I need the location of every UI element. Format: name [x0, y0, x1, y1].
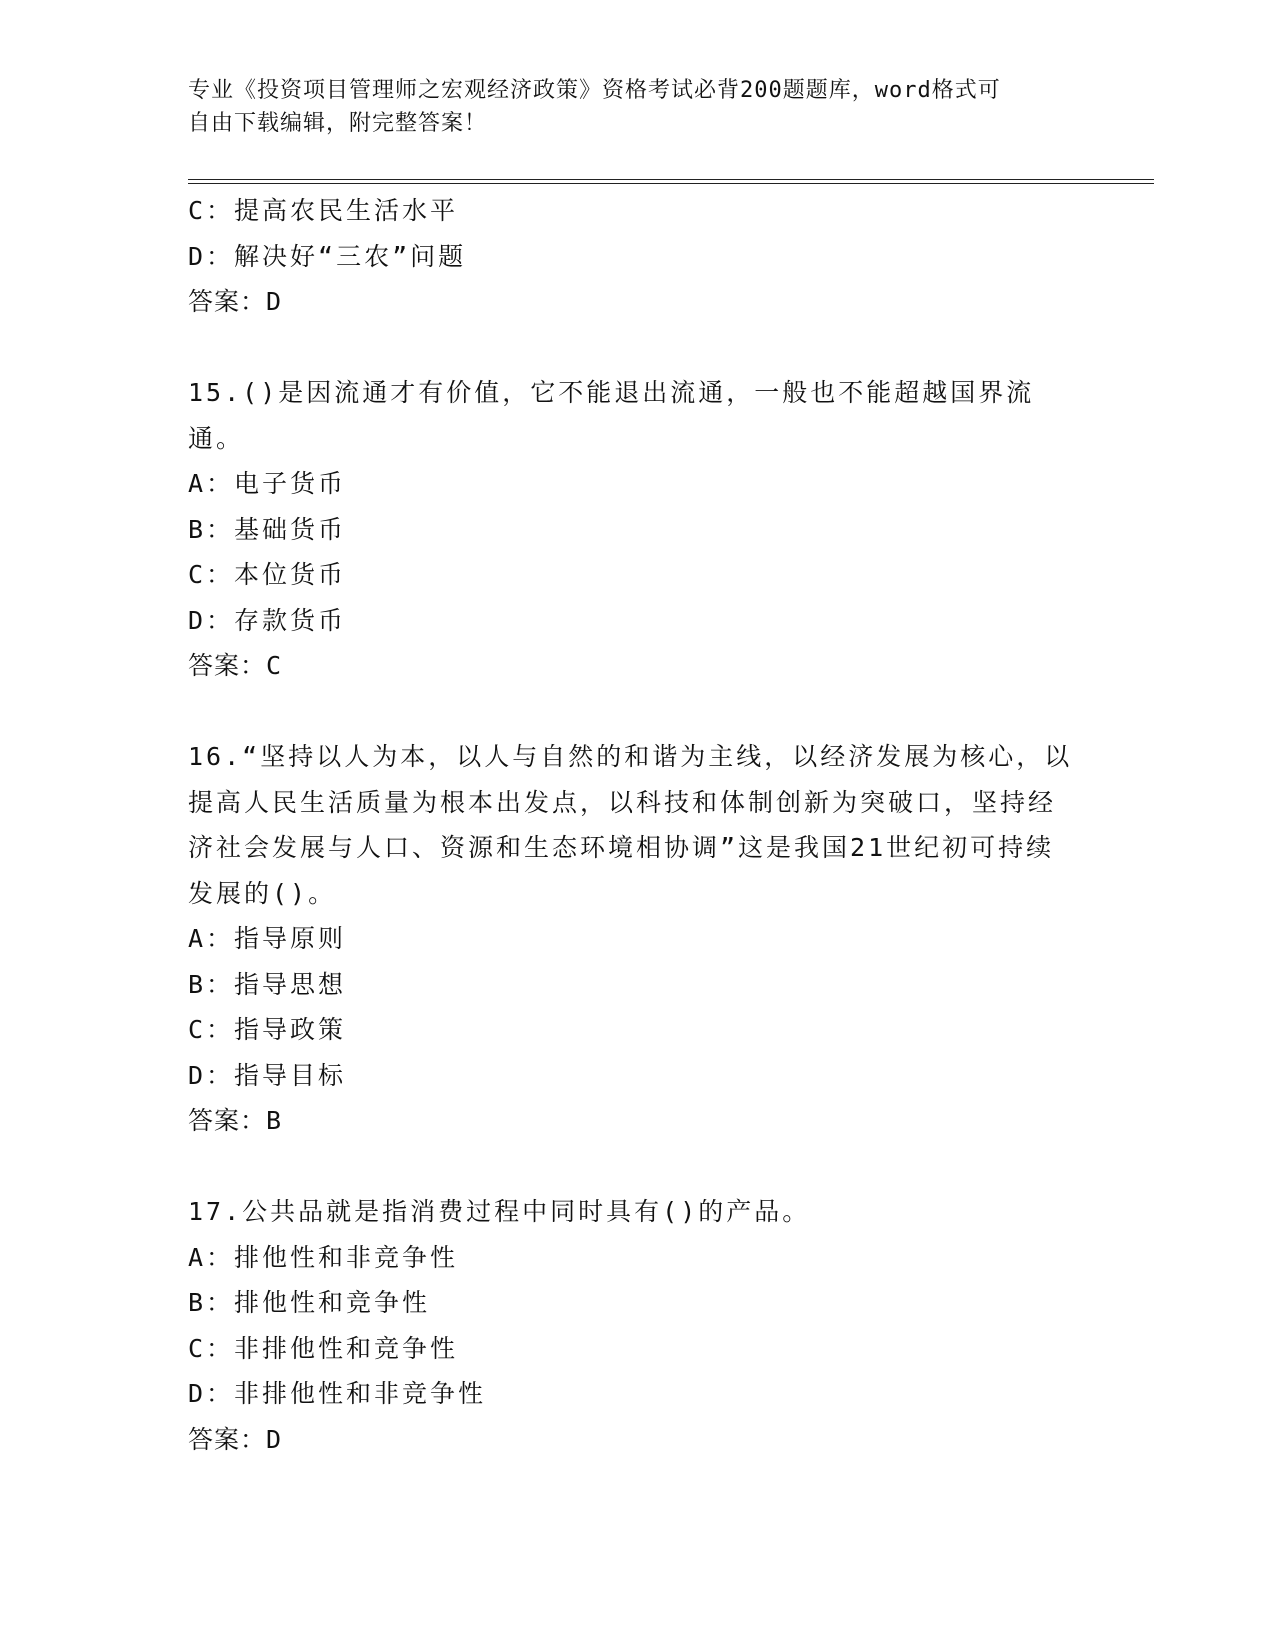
- question-16: [188, 734, 1088, 1144]
- option-c: C：提高农民生活水平: [188, 196, 459, 225]
- option-b: B：基础货币: [188, 514, 347, 544]
- header-title-line-2: 自由下载编辑，附完整答案！: [188, 111, 488, 136]
- option-d: D：存款货币: [188, 605, 347, 635]
- option-b: B：指导思想: [188, 969, 347, 999]
- header-title-line-1: 专业《投资项目管理师之宏观经济政策》资格考试必背200题题库，word格式可: [188, 78, 1001, 103]
- option-c: C：非排他性和竞争性: [188, 1333, 459, 1363]
- option-d: D：指导目标: [188, 1060, 347, 1090]
- question-stem: 16.“坚持以人为本，以人与自然的和谐为主线，以经济发展为核心，以提高人民生活质量为根本出发点，以科技和体制创新为突破口，坚持经济社会发展与人口、资源和生态环境相协调”这是我国21世纪初可持续发展的()。: [188, 742, 1073, 908]
- option-a: A：排他性和非竞争性: [188, 1242, 459, 1272]
- document-header: [188, 74, 1068, 140]
- question-stem: 15.()是因流通才有价值，它不能退出流通，一般也不能超越国界流通。: [188, 378, 1035, 453]
- header-divider-top: [188, 179, 1154, 180]
- spacer: [188, 689, 1088, 735]
- option-a: A：电子货币: [188, 469, 347, 498]
- option-a: A：指导原则: [188, 924, 347, 953]
- spacer: [188, 325, 1088, 371]
- option-d: D：非排他性和非竞争性: [188, 1379, 487, 1408]
- option-c: C：本位货币: [188, 560, 347, 589]
- partial-question: [188, 188, 1088, 325]
- question-15: [188, 370, 1088, 689]
- answer-line: 答案：B: [188, 1106, 283, 1135]
- question-17: [188, 1189, 1088, 1462]
- answer-line: 答案：C: [188, 651, 283, 680]
- answer-line: 答案：D: [188, 1424, 283, 1454]
- option-d: D：解决好“三农”问题: [188, 241, 467, 271]
- option-c: C：指导政策: [188, 1015, 347, 1044]
- question-list: [188, 188, 1088, 1462]
- answer-line: 答案：D: [188, 287, 283, 316]
- spacer: [188, 1144, 1088, 1190]
- question-stem: 17.公共品就是指消费过程中同时具有()的产品。: [188, 1197, 811, 1226]
- option-b: B：排他性和竞争性: [188, 1288, 431, 1317]
- header-divider-bottom: [188, 183, 1154, 184]
